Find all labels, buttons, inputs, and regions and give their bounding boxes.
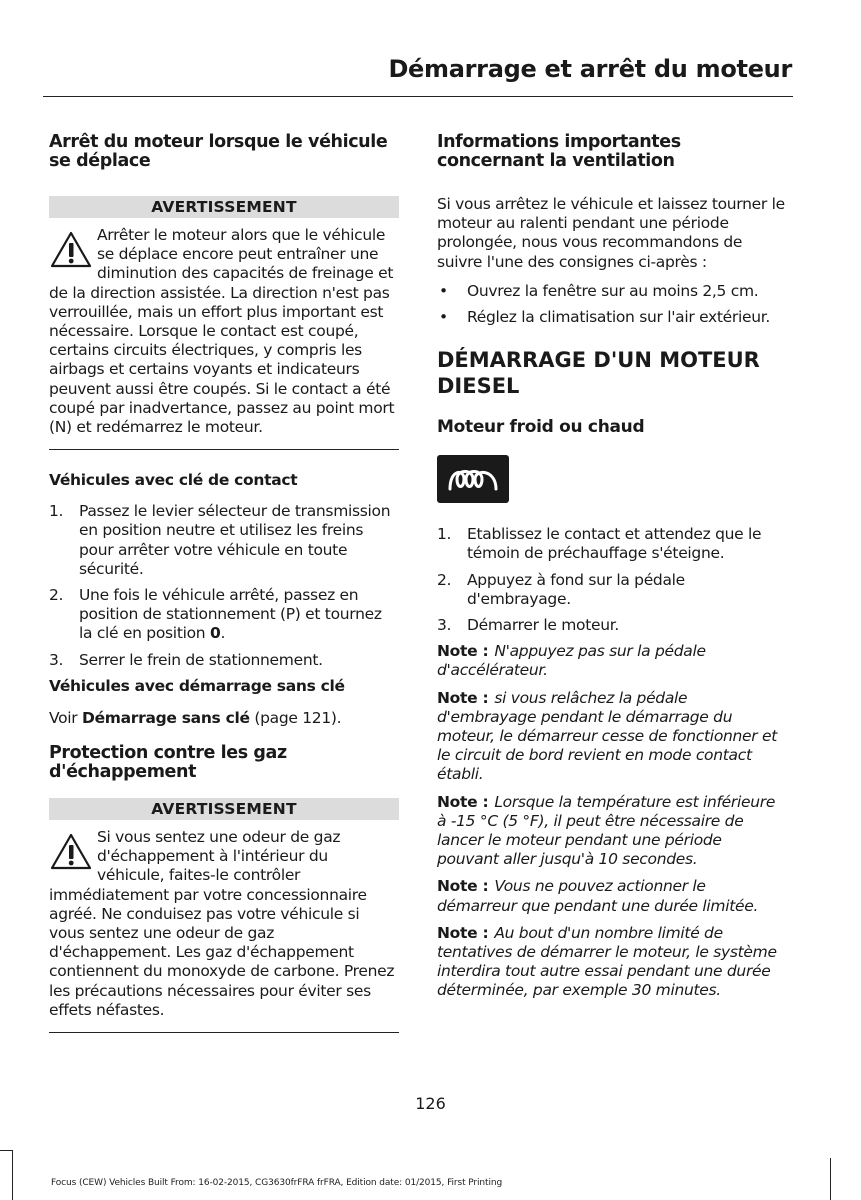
crop-mark <box>12 1150 13 1200</box>
subheading-key-vehicles: Véhicules avec clé de contact <box>49 471 298 490</box>
glow-plug-coil-icon <box>447 465 499 493</box>
warning-triangle-icon <box>49 230 93 270</box>
warning-text: Arrêter le moteur alors que le véhicule se déplace encore peut entraîner une diminution des capacités de freinage et de la direction assistée. La direction n'est pas verrouillée, mais un effort plus important est nécessaire. Lorsque le contact est coupé, certains circuits électriques, y compris les airbags et certains voyants et indicateurs peuvent aussi être coupés. Si le contact a été coupé par inadvertance, passez au point mort (N) et redémarrez le moteur. <box>49 226 395 437</box>
list-item: 2. Appuyez à fond sur la pédale d'embrayage. <box>437 570 685 608</box>
see-reference: Voir Démarrage sans clé (page 121). <box>49 708 342 727</box>
right-column <box>437 133 787 1001</box>
page-number: 126 <box>415 1094 446 1113</box>
list-item: 3. Serrer le frein de stationnement. <box>49 650 323 669</box>
note: Note : Lorsque la température est inférieure à -15 °C (5 °F), il peut être nécessaire de lancer le moteur pendant une période pouvant aller jusqu'à 10 secondes. <box>437 792 776 869</box>
footer-text: Focus (CEW) Vehicles Built From: 16-02-2015, CG3630frFRA frFRA, Edition date: 01/2015, First Printing <box>51 1178 503 1188</box>
ventilation-intro: Si vous arrêtez le véhicule et laissez tourner le moteur au ralenti pendant une période prolongée, nous vous recommandons de suivre l'une des consignes ci-après : <box>437 195 785 271</box>
list-item: • Ouvrez la fenêtre sur au moins 2,5 cm. <box>439 281 759 300</box>
list-item: 1. Etablissez le contact et attendez que le témoin de préchauffage s'éteigne. <box>437 525 762 563</box>
note: Note : si vous relâchez la pédale d'embrayage pendant le démarrage du moteur, le démarreur cesse de fonctionner et le circuit de bord revient en mode contact établi. <box>437 688 777 784</box>
warning-body <box>49 820 399 1033</box>
section-title-ventilation: Informations importantes concernant la ventilation <box>437 132 681 171</box>
warning-text: Si vous sentez une odeur de gaz d'échappement à l'intérieur du véhicule, faites-le contrôler immédiatement par votre concessionnaire agréé. Ne conduisez pas votre véhicule si vous sentez une odeur de gaz d'échappement. Les gaz d'échappement contiennent du monoxyde de carbone. Prenez les précautions nécessaires pour éviter ses effets néfastes. <box>49 828 395 1019</box>
warning-box-exhaust <box>49 798 399 1033</box>
note: Note : Vous ne pouvez actionner le démarreur que pendant une durée limitée. <box>437 877 759 915</box>
steps-key-vehicles <box>49 502 399 670</box>
crop-mark <box>0 1150 13 1151</box>
subheading-cold-warm: Moteur froid ou chaud <box>437 417 645 438</box>
warning-box-engine-stop <box>49 196 399 450</box>
ventilation-bullets <box>437 282 787 327</box>
list-item: • Réglez la climatisation sur l'air extérieur. <box>439 308 771 327</box>
subheading-keyless-vehicles: Véhicules avec démarrage sans clé <box>49 676 345 695</box>
section-title-exhaust-protection: Protection contre les gaz d'échappement <box>49 743 287 783</box>
list-item: 2. Une fois le véhicule arrêté, passez en position de stationnement (P) et tournez la clé en position 0. <box>49 586 382 643</box>
warning-header: AVERTISSEMENT <box>49 798 399 820</box>
warning-body <box>49 218 399 450</box>
note: Note : Au bout d'un nombre limité de tentatives de démarrer le moteur, le système interdira tout autre essai pendant une durée déterminée, par exemple 30 minutes. <box>437 923 777 1000</box>
list-item: 1. Passez le levier sélecteur de transmission en position neutre et utilisez les freins pour arrêter votre véhicule en toute sécurité. <box>49 502 391 578</box>
warning-header: AVERTISSEMENT <box>49 196 399 218</box>
list-item: 3. Démarrer le moteur. <box>437 616 620 635</box>
keyless-start-link[interactable]: Démarrage sans clé <box>82 708 250 727</box>
crop-mark <box>830 1158 831 1200</box>
left-column <box>49 133 399 1033</box>
note: Note : N'appuyez pas sur la pédale d'accélérateur. <box>437 642 706 680</box>
page-title: Démarrage et arrêt du moteur <box>388 55 792 83</box>
heading-diesel-start: DÉMARRAGE D'UN MOTEUR DIESEL <box>437 348 760 399</box>
notes <box>437 642 787 1000</box>
glow-plug-icon <box>437 455 509 503</box>
steps-diesel-start <box>437 525 787 635</box>
section-title-engine-stop-moving: Arrêt du moteur lorsque le véhicule se déplace <box>49 132 388 171</box>
warning-triangle-icon <box>49 832 93 872</box>
header-divider <box>43 96 793 97</box>
